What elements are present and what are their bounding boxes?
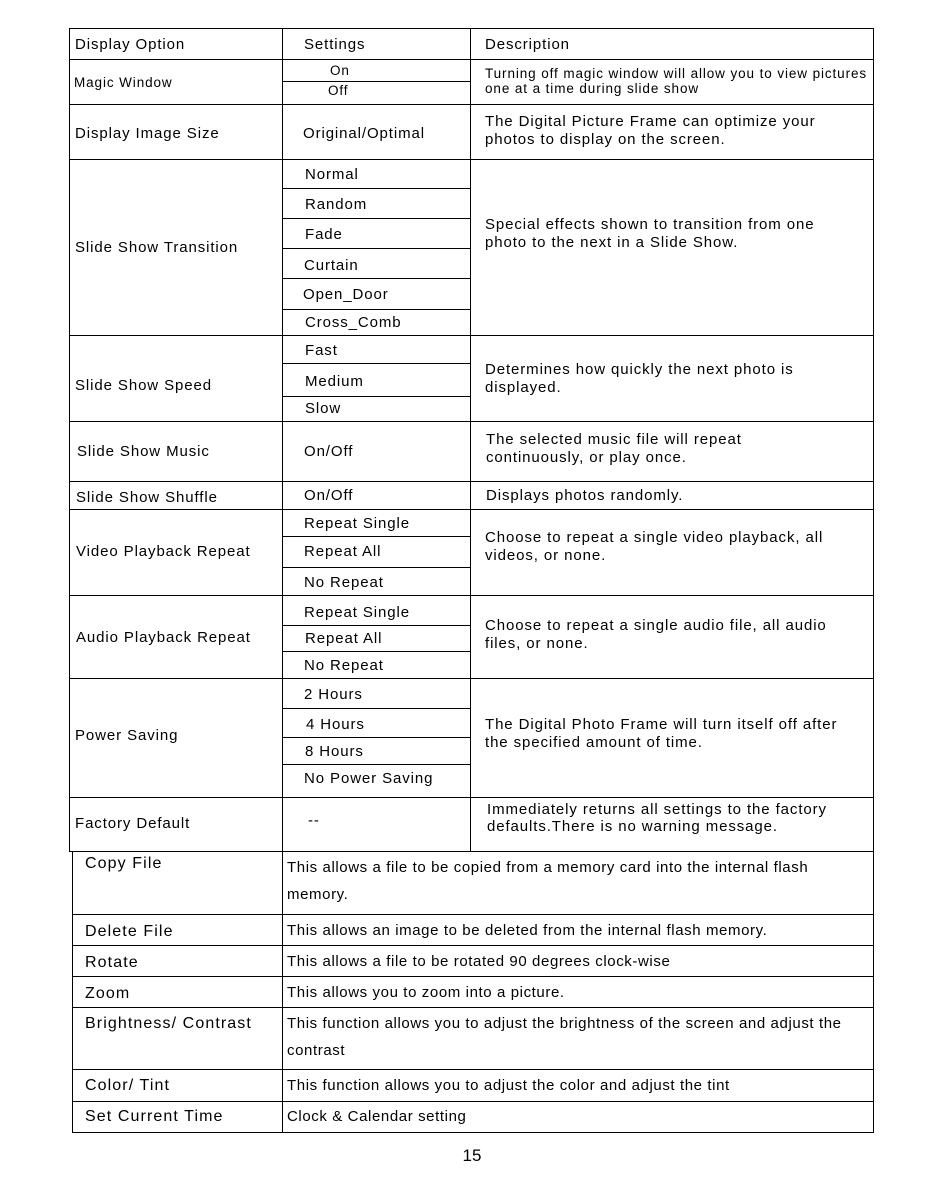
table-border [72,914,874,915]
function-zoom: Zoom [85,985,131,1002]
setting-cross-comb: Cross_Comb [305,314,402,331]
setting-no-repeat: No Repeat [304,657,384,674]
table-border [282,651,471,652]
setting-no-power-saving: No Power Saving [304,770,434,787]
table-border [282,278,471,279]
option-slide-show-transition: Slide Show Transition [75,239,239,256]
table-border [72,1132,874,1133]
description-display-image-size: The Digital Picture Frame can optimize your photos to display on the screen. [485,113,816,148]
setting-normal: Normal [305,166,359,183]
function-copy-file: Copy File [85,855,163,872]
description-color-tint: This function allows you to adjust the color and adjust the tint [287,1077,730,1094]
setting-fast: Fast [305,342,338,359]
option-slide-show-speed: Slide Show Speed [75,377,212,394]
description-slide-show-speed: Determines how quickly the next photo is displayed. [485,361,794,396]
table-border [69,59,874,60]
table-border [69,28,874,29]
header-display-option: Display Option [75,36,186,53]
table-border [69,335,874,336]
table-border [69,595,874,596]
table-border [69,481,874,482]
option-display-image-size: Display Image Size [75,125,220,142]
function-set-current-time: Set Current Time [85,1108,224,1125]
setting-repeat-single: Repeat Single [304,515,410,532]
setting-fade: Fade [305,226,343,243]
table-border [69,28,70,851]
setting-open-door: Open_Door [303,286,389,303]
table-border [69,678,874,679]
table-border [873,851,874,1133]
setting-no-repeat: No Repeat [304,574,384,591]
setting-on: On [330,63,350,78]
setting-2-hours: 2 Hours [304,686,363,703]
table-border [69,159,874,160]
page-number: 15 [462,1146,482,1165]
setting-random: Random [305,196,368,213]
option-slide-show-shuffle: Slide Show Shuffle [76,489,218,506]
option-video-playback-repeat: Video Playback Repeat [76,543,251,560]
description-magic-window: Turning off magic window will allow you to view pictures one at a time during slide show [485,66,868,96]
table-border [69,421,874,422]
setting-slow: Slow [305,400,342,417]
header-settings: Settings [304,36,366,53]
table-border [69,509,874,510]
table-border [282,218,471,219]
function-delete-file: Delete File [85,923,174,940]
table-border [72,945,874,946]
option-slide-show-music: Slide Show Music [77,443,210,460]
table-border [282,851,283,1133]
table-border [69,851,874,852]
table-border [72,1007,874,1008]
table-border [282,248,471,249]
header-description: Description [485,36,570,53]
function-color-tint: Color/ Tint [85,1077,171,1094]
setting-curtain: Curtain [304,257,359,274]
table-border [282,737,471,738]
table-border [72,851,73,1133]
option-magic-window: Magic Window [74,75,173,90]
setting-repeat-all: Repeat All [304,543,382,560]
setting-off: Off [328,83,349,98]
table-border [282,396,471,397]
table-border [282,188,471,189]
table-border [282,567,471,568]
table-border [72,976,874,977]
description-factory-default: Immediately returns all settings to the factory defaults.There is no warning message. [487,801,827,835]
setting-4-hours: 4 Hours [306,716,365,733]
description-video-playback-repeat: Choose to repeat a single video playback, all videos, or none. [485,529,824,564]
description-slide-show-shuffle: Displays photos randomly. [486,487,684,504]
table-border [873,28,874,851]
function-rotate: Rotate [85,954,139,971]
description-delete-file: This allows an image to be deleted from the internal flash memory. [287,922,768,939]
table-border [282,536,471,537]
table-border [470,28,471,851]
table-border [282,764,471,765]
table-border [282,625,471,626]
setting-repeat-all: Repeat All [305,630,383,647]
table-border [282,363,471,364]
description-slide-show-transition: Special effects shown to transition from one photo to the next in a Slide Show. [485,216,815,251]
setting-8-hours: 8 Hours [305,743,364,760]
function-brightness-contrast: Brightness/ Contrast [85,1015,252,1032]
description-set-current-time: Clock & Calendar setting [287,1108,467,1125]
table-border [282,28,283,851]
option-power-saving: Power Saving [75,727,179,744]
table-border [282,81,471,82]
table-border [282,708,471,709]
table-border [282,309,471,310]
setting-medium: Medium [305,373,364,390]
setting-on-off: On/Off [304,443,354,460]
description-slide-show-music: The selected music file will repeat continuously, or play once. [486,431,742,466]
description-audio-playback-repeat: Choose to repeat a single audio file, all audio files, or none. [485,617,827,652]
description-brightness-contrast: This function allows you to adjust the brightness of the screen and adjust the contrast [287,1015,842,1059]
option-audio-playback-repeat: Audio Playback Repeat [76,629,251,646]
setting-on-off: On/Off [304,487,354,504]
setting-none: -- [308,812,320,829]
table-border [72,1069,874,1070]
setting-repeat-single: Repeat Single [304,604,410,621]
description-zoom: This allows you to zoom into a picture. [287,984,565,1001]
table-border [72,1101,874,1102]
table-border [69,104,874,105]
description-rotate: This allows a file to be rotated 90 degrees clock-wise [287,953,671,970]
setting-original-optimal: Original/Optimal [303,125,425,142]
option-factory-default: Factory Default [75,815,191,832]
description-copy-file: This allows a file to be copied from a memory card into the internal flash memory. [287,859,809,903]
description-power-saving: The Digital Photo Frame will turn itself off after the specified amount of time. [485,716,838,751]
table-border [69,797,874,798]
